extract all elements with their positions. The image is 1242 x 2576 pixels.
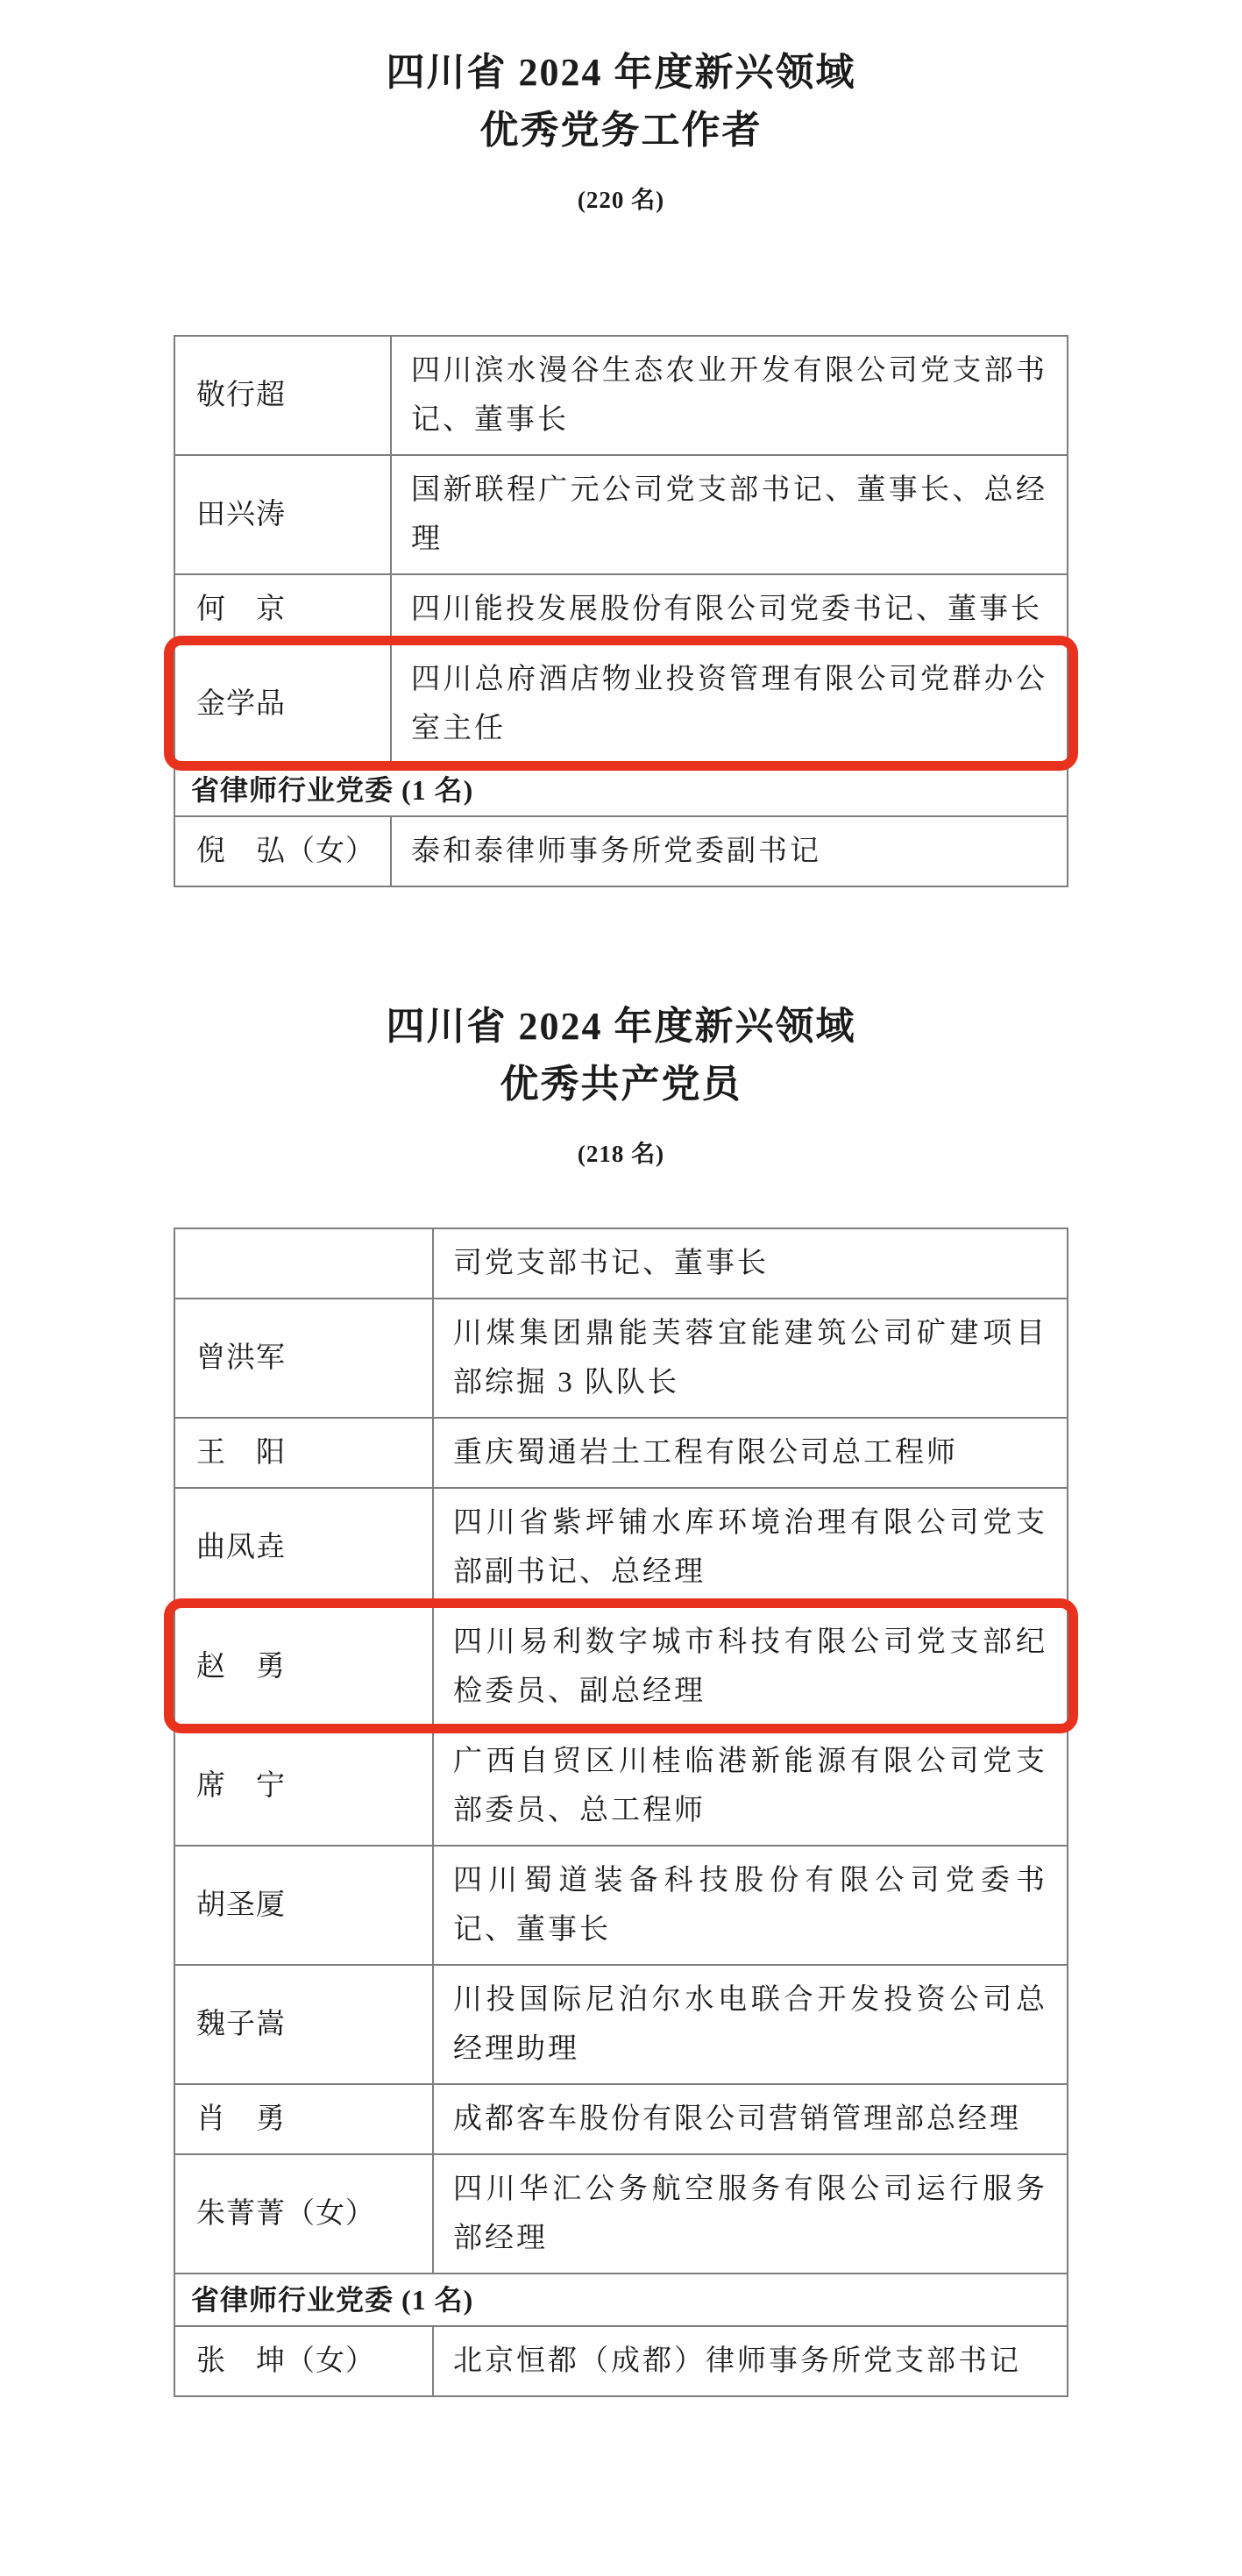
table-row xyxy=(174,816,1068,886)
position-cell: 川煤集团鼎能芙蓉宜能建筑公司矿建项目部综掘 3 队队长 xyxy=(433,1299,1068,1418)
section-title-line1: 四川省 2024 年度新兴领域 xyxy=(386,1005,856,1048)
position-cell: 重庆蜀通岩土工程有限公司总工程师 xyxy=(433,1418,1068,1488)
position-cell: 成都客车股份有限公司营销管理部总经理 xyxy=(433,2084,1068,2154)
table-row xyxy=(174,1299,1068,1418)
table-row xyxy=(174,1418,1068,1488)
name-cell: 赵 勇 xyxy=(174,1607,433,1726)
position-cell: 四川蜀道装备科技股份有限公司党委书记、董事长 xyxy=(433,1846,1068,1965)
name-cell: 金学品 xyxy=(174,644,391,764)
table-row xyxy=(174,2326,1068,2396)
name-cell: 张 坤（女） xyxy=(174,2326,433,2396)
award-table-wrap xyxy=(174,1228,1068,2397)
position-cell: 广西自贸区川桂临港新能源有限公司党支部委员、总工程师 xyxy=(433,1726,1068,1846)
position-cell: 司党支部书记、董事长 xyxy=(433,1228,1068,1299)
section-party-members xyxy=(0,998,1242,2397)
name-cell: 胡圣厦 xyxy=(174,1846,433,1965)
section-header-row xyxy=(174,764,1068,816)
position-cell: 北京恒都（成都）律师事务所党支部书记 xyxy=(433,2326,1068,2396)
table-row xyxy=(174,336,1068,455)
section-party-workers xyxy=(0,44,1242,887)
name-cell: 敬行超 xyxy=(174,336,391,455)
table-row xyxy=(174,1488,1068,1607)
name-cell: 曾洪军 xyxy=(174,1299,433,1418)
table-row xyxy=(174,2154,1068,2274)
name-cell: 朱菁菁（女） xyxy=(174,2154,433,2274)
name-cell: 倪 弘（女） xyxy=(174,816,391,886)
award-table xyxy=(174,1228,1068,2397)
table-row xyxy=(174,574,1068,644)
position-cell: 四川能投发展股份有限公司党委书记、董事长 xyxy=(391,574,1068,644)
position-cell: 四川省紫坪铺水库环境治理有限公司党支部副书记、总经理 xyxy=(433,1488,1068,1607)
section-header-row xyxy=(174,2274,1068,2326)
name-cell: 田兴涛 xyxy=(174,455,391,574)
name-cell: 何 京 xyxy=(174,574,391,644)
position-cell: 四川华汇公务航空服务有限公司运行服务部经理 xyxy=(433,2154,1068,2274)
position-cell: 泰和泰律师事务所党委副书记 xyxy=(391,816,1068,886)
section-title-line2: 优秀共产党员 xyxy=(500,1063,742,1106)
table-row xyxy=(174,455,1068,574)
section-title-line1: 四川省 2024 年度新兴领域 xyxy=(386,51,856,94)
position-cell: 国新联程广元公司党支部书记、董事长、总经理 xyxy=(391,455,1068,574)
section-count: (220 名) xyxy=(577,187,665,213)
section-count: (218 名) xyxy=(577,1141,665,1167)
position-cell: 四川总府酒店物业投资管理有限公司党群办公室主任 xyxy=(391,644,1068,764)
name-cell: 席 宁 xyxy=(174,1726,433,1846)
position-cell: 四川滨水漫谷生态农业开发有限公司党支部书记、董事长 xyxy=(391,336,1068,455)
name-cell: 魏子嵩 xyxy=(174,1965,433,2084)
section-header-label: 省律师行业党委 (1 名) xyxy=(174,2274,1068,2326)
table-row xyxy=(174,644,1068,764)
section-header-label: 省律师行业党委 (1 名) xyxy=(174,764,1068,816)
name-cell: 曲凤垚 xyxy=(174,1488,433,1607)
award-table xyxy=(174,335,1068,887)
table-row xyxy=(174,2084,1068,2154)
table-row xyxy=(174,1607,1068,1726)
section-title-line2: 优秀党务工作者 xyxy=(479,109,763,152)
name-cell: 肖 勇 xyxy=(174,2084,433,2154)
table-row xyxy=(174,1228,1068,1299)
award-table-wrap xyxy=(174,335,1068,887)
table-row xyxy=(174,1846,1068,1965)
name-cell xyxy=(174,1228,433,1299)
position-cell: 四川易利数字城市科技有限公司党支部纪检委员、副总经理 xyxy=(433,1607,1068,1726)
position-cell: 川投国际尼泊尔水电联合开发投资公司总经理助理 xyxy=(433,1965,1068,2084)
name-cell: 王 阳 xyxy=(174,1418,433,1488)
table-row xyxy=(174,1726,1068,1846)
table-row xyxy=(174,1965,1068,2084)
